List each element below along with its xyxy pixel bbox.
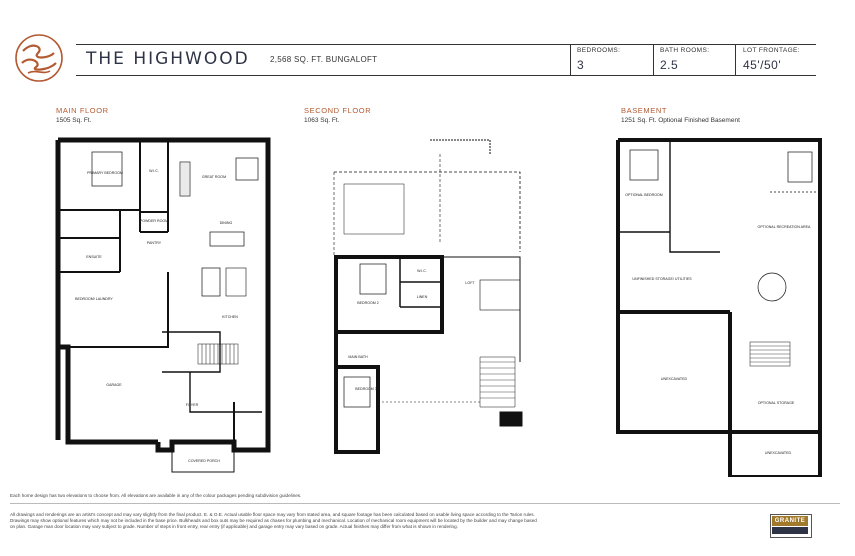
bedroom-2-label: BEDROOM 2 (357, 301, 379, 305)
bedroom-3-label: BEDROOM 3 (355, 387, 377, 391)
bathrooms-value: 2.5 (660, 58, 679, 72)
second-floor-area: 1063 Sq. Ft. (304, 117, 340, 124)
basement-title: BASEMENT (621, 106, 668, 115)
covered-porch-label: COVERED PORCH (188, 459, 220, 463)
header-bottom-rule (76, 75, 816, 76)
main-floor-area: 1505 Sq. Ft. (56, 117, 92, 124)
stat-divider (735, 44, 736, 76)
primary-bedroom-label: PRIMARY BEDROOM (87, 171, 123, 175)
optional-storage-label: OPTIONAL STORAGE (757, 401, 795, 405)
main-bath-label: MAIN BATH (348, 355, 368, 359)
pantry-label: PANTRY (146, 241, 162, 245)
elevations-note: Each home design has two elevations to choose from. All elevations are available in any of the colour packages pending subdivision guidelines. (10, 493, 302, 498)
builder-name: GRANITE (772, 516, 808, 526)
plan-title: THE HIGHWOOD (86, 49, 250, 69)
ensuite-label: ENSUITE (86, 255, 102, 259)
plan-subtitle: 2,568 SQ. FT. BUNGALOFT (270, 55, 378, 64)
optional-bedroom-label: OPTIONAL BEDROOM (625, 193, 663, 197)
basement-plan (610, 132, 825, 477)
great-room-label: GREAT ROOM (201, 175, 227, 179)
wic-label: W.I.C. (149, 169, 159, 173)
header-top-rule (76, 44, 816, 45)
stat-divider (570, 44, 571, 76)
bedrooms-value: 3 (577, 58, 585, 72)
second-floor-title: SECOND FLOOR (304, 106, 372, 115)
powder-room-label: POWDER ROOM (139, 219, 169, 223)
main-floor-title: MAIN FLOOR (56, 106, 109, 115)
footer-rule (10, 503, 840, 504)
second-wic-label: W.I.C. (417, 269, 427, 273)
basement-area: 1251 Sq. Ft. Optional Finished Basement (621, 117, 740, 124)
bathrooms-label: BATH ROOMS: (660, 47, 710, 54)
highwood-logo (14, 33, 64, 83)
bedroom-laundry-label: BEDROOM/ LAUNDRY (75, 297, 113, 301)
second-floor-plan (330, 132, 530, 462)
lot-frontage-value: 45'/50' (743, 58, 782, 72)
bedrooms-label: BEDROOMS: (577, 47, 621, 54)
linen-label: LINEN (416, 295, 428, 299)
garage-label: GARAGE (106, 383, 122, 387)
optional-recreation-label: OPTIONAL RECREATION AREA (757, 225, 811, 229)
unexcavated-label: UNEXCAVATED (660, 377, 688, 381)
builder-logo-band (772, 527, 808, 534)
lot-frontage-label: LOT FRONTAGE: (743, 47, 800, 54)
kitchen-label: KITCHEN (222, 315, 238, 319)
dining-label: DINING (219, 221, 233, 225)
loft-label: LOFT (465, 281, 475, 285)
disclaimer-note: All drawings and renderings are an artist's concept and may vary slightly from the final product. E. & O.E. Actual usable floor space may vary from stated area, and square footage has been calculated based on usable living space according to the Tarion rules. Drawings may show optional features which may not be included in the base price. Bulkheads and box outs may be required as chases for plumbing and mechanical. Location of mechanical room equipment will be located by the builder and may change based on plan. Garage man door location may vary subject to grade. Number of steps in front entry, rear entry (if applicable) and garage entry may vary based on grade. Actual finishes may differ from what is shown in rendering. (10, 512, 537, 529)
foyer-label: FOYER (185, 403, 199, 407)
unfinished-storage-label: UNFINISHED STORAGE/ UTILITIES (632, 277, 692, 281)
unexcavated-label: UNEXCAVATED (764, 451, 792, 455)
main-floor-plan (50, 132, 280, 482)
stat-divider (653, 44, 654, 76)
